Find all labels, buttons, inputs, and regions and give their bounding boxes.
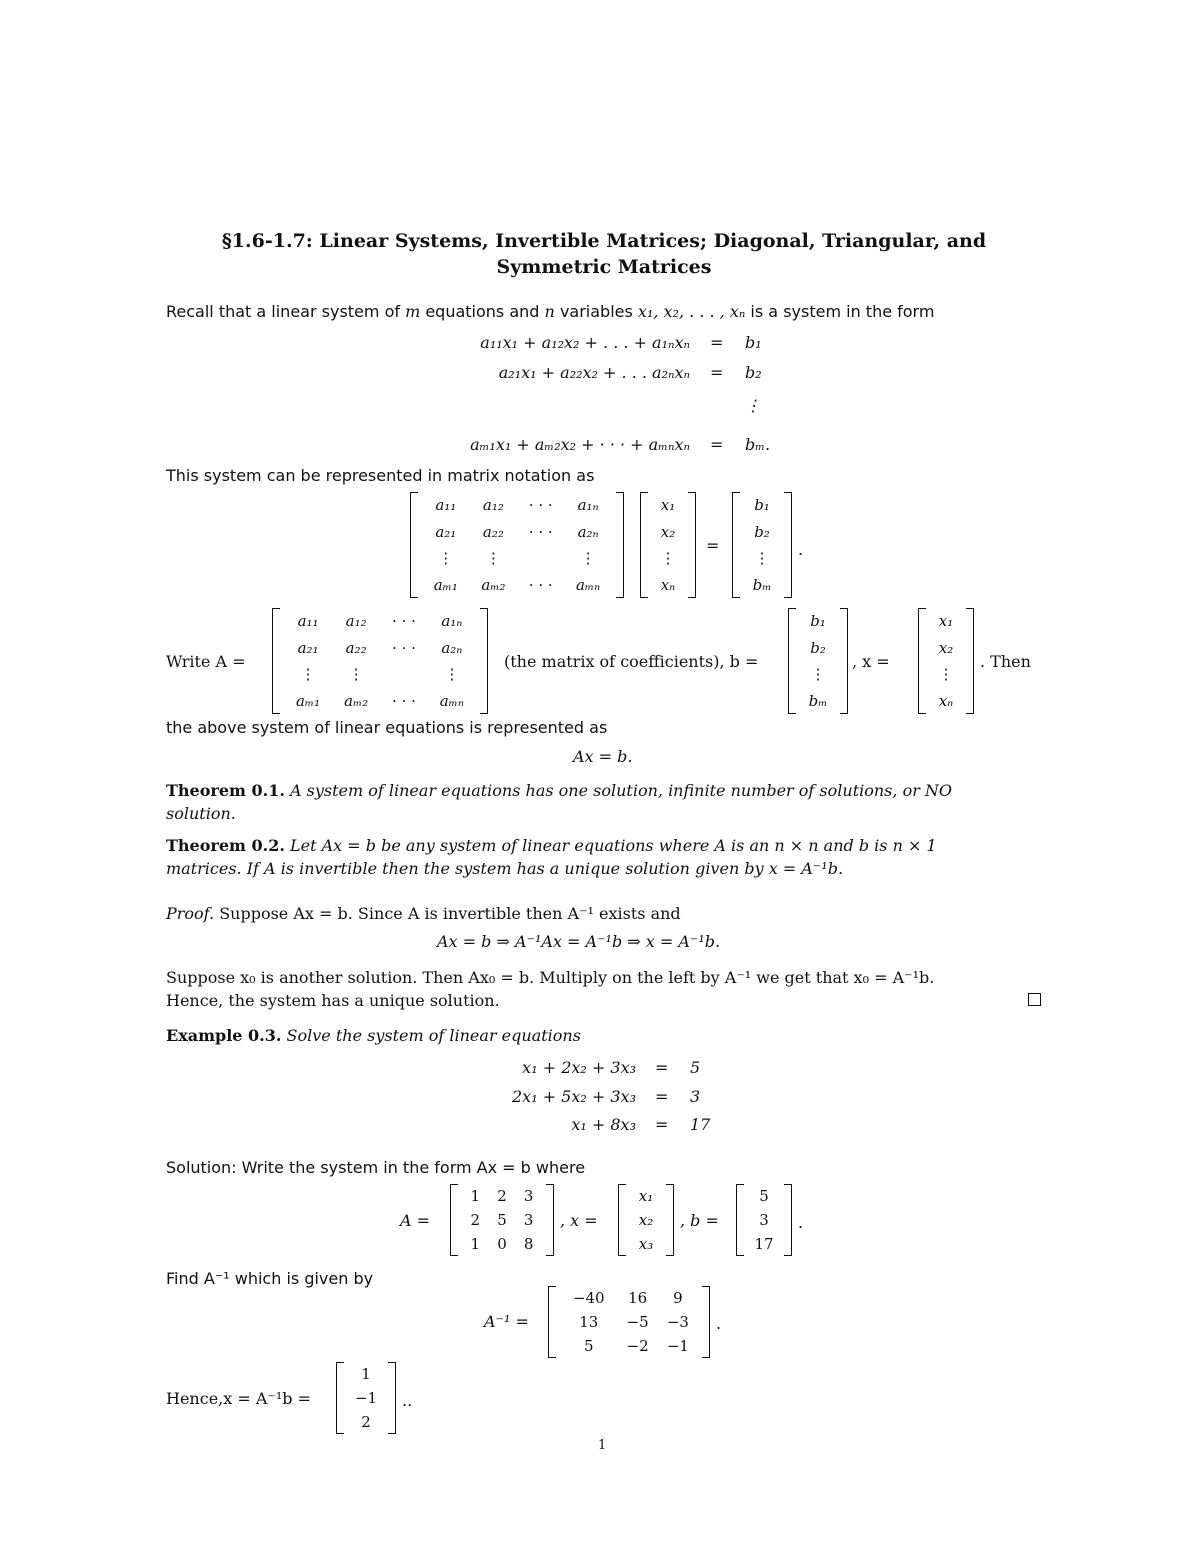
example-A-label: A = xyxy=(400,1211,431,1230)
x-label: , x = xyxy=(852,652,890,671)
example-body: Solve the system of linear equations xyxy=(281,1026,581,1045)
theorem-0-2-body-2: matrices. If A is invertible then the system has a unique solution given by x = A⁻¹b. xyxy=(166,859,844,878)
example-row-3-rhs: 17 xyxy=(690,1115,711,1134)
represented-text: the above system of linear equations is represented as xyxy=(166,718,608,737)
proof-line-4: Hence, the system has a unique solution. xyxy=(166,991,500,1010)
example-row-1-lhs: x₁ + 2x₂ + 3x₃ xyxy=(522,1058,636,1077)
theorem-0-2-head: Theorem 0.2. xyxy=(166,836,285,855)
proof-head: Proof. xyxy=(166,904,215,923)
coefficient-matrix-display: a₁₁ a₁₂ · · · a₁ₙ a₂₁ a₂₂ · · · a₂ₙ ⋮ ⋮ ⋮ aₘ₁ aₘ₂ · · · aₘₙ xyxy=(410,492,624,598)
solution-text: Solution: Write the system in the form Ax = b where xyxy=(166,1158,586,1177)
then-text: . Then xyxy=(980,652,1031,671)
example-period: . xyxy=(798,1213,804,1232)
intro-text-a: Recall that a linear system of xyxy=(166,302,406,321)
theorem-0-1-body-2: solution. xyxy=(166,804,236,823)
result-period: .. xyxy=(402,1391,413,1410)
example-row-2-rhs: 3 xyxy=(690,1087,701,1106)
system-row-2-eq: = xyxy=(710,363,724,382)
title-line-2: Symmetric Matrices xyxy=(496,256,712,278)
example-b-label: , b = xyxy=(680,1211,719,1230)
example-matrix-A: 1 2 3 2 5 3 1 0 8 xyxy=(450,1184,554,1256)
theorem-0-1-head: Theorem 0.1. xyxy=(166,781,285,800)
example-x-label: , x = xyxy=(560,1211,598,1230)
system-row-1-lhs: a₁₁x₁ + a₁₂x₂ + . . . + a₁ₙxₙ xyxy=(480,333,690,352)
theorem-0-2-body: Let Ax = b be any system of linear equations where A is an n × n and b is n × 1 xyxy=(284,836,937,855)
example-row-1-eq: = xyxy=(655,1058,669,1077)
title-line-1: §1.6-1.7: Linear Systems, Invertible Matrices; Diagonal, Triangular, and xyxy=(221,230,987,252)
intro-m: m xyxy=(405,302,421,321)
vector-b-general: b₁ b₂ ⋮ bₘ xyxy=(788,608,848,714)
proof-line-1 xyxy=(166,902,681,925)
intro-n: n xyxy=(544,302,555,321)
example-row-3-lhs: x₁ + 8x₃ xyxy=(571,1115,636,1134)
result-vector: 1 −1 2 xyxy=(336,1362,396,1434)
system-row-1-eq: = xyxy=(710,333,724,352)
variable-vector-display: x₁ x₂ ⋮ xₙ xyxy=(640,492,696,598)
proof-body: Suppose Ax = b. Since A is invertible then A⁻¹ exists and xyxy=(214,904,681,923)
matrix-A-general: a₁₁ a₁₂ · · · a₁ₙ a₂₁ a₂₂ · · · a₂ₙ ⋮ ⋮ ⋮ aₘ₁ aₘ₂ · · · aₘₙ xyxy=(272,608,488,714)
write-A-label: Write A = xyxy=(166,652,246,671)
matrix-equals: = xyxy=(706,536,720,555)
theorem-0-1-body: A system of linear equations has one solution, infinite number of solutions, or NO xyxy=(284,781,953,800)
example-row-2-eq: = xyxy=(655,1087,669,1106)
system-row-m-lhs: aₘ₁x₁ + aₘ₂x₂ + · · · + aₘₙxₙ xyxy=(470,435,690,454)
page-title xyxy=(166,228,1042,280)
system-row-1-rhs: b₁ xyxy=(745,333,762,352)
page-number: 1 xyxy=(598,1438,607,1453)
matrix-equation-period: . xyxy=(798,540,804,559)
system-vdots: ⋮ xyxy=(745,396,761,415)
inverse-matrix: −40 16 9 13 −5 −3 5 −2 −1 xyxy=(548,1286,710,1358)
example-vector-x: x₁ x₂ x₃ xyxy=(618,1184,674,1256)
example-0-3 xyxy=(166,1024,581,1047)
example-row-3-eq: = xyxy=(655,1115,669,1134)
ax-equals-b: Ax = b. xyxy=(573,747,633,766)
intro-text-b: equations and xyxy=(420,302,545,321)
hence-label: Hence,x = A⁻¹b = xyxy=(166,1389,311,1408)
theorem-0-1 xyxy=(166,779,1042,825)
intro-vars: x₁, x₂, . . . , xₙ xyxy=(637,302,746,321)
intro-paragraph xyxy=(166,300,934,323)
intro-text-c: variables xyxy=(554,302,638,321)
intro-text-d: is a system in the form xyxy=(745,302,935,321)
system-row-m-eq: = xyxy=(710,435,724,454)
constant-vector-display: b₁ b₂ ⋮ bₘ xyxy=(732,492,792,598)
system-row-m-rhs: bₘ. xyxy=(745,435,771,454)
qed-square-icon xyxy=(1028,993,1041,1006)
system-row-2-lhs: a₂₁x₁ + a₂₂x₂ + . . . a₂ₙxₙ xyxy=(498,363,690,382)
system-row-2-rhs: b₂ xyxy=(745,363,762,382)
example-vector-b: 5 3 17 xyxy=(736,1184,792,1256)
theorem-0-2 xyxy=(166,834,1042,880)
example-row-2-lhs: 2x₁ + 5x₂ + 3x₃ xyxy=(511,1087,636,1106)
example-head: Example 0.3. xyxy=(166,1026,282,1045)
find-inverse-text: Find A⁻¹ which is given by xyxy=(166,1269,374,1288)
matrix-notation-text: This system can be represented in matrix notation as xyxy=(166,466,595,485)
vector-x-general: x₁ x₂ ⋮ xₙ xyxy=(918,608,974,714)
inverse-label: A⁻¹ = xyxy=(484,1312,529,1331)
proof-line-3: Suppose x₀ is another solution. Then Ax₀ = b. Multiply on the left by A⁻¹ we get that x₀ = A⁻¹b. xyxy=(166,968,935,987)
proof-equation: Ax = b ⇒ A⁻¹Ax = A⁻¹b ⇒ x = A⁻¹b. xyxy=(437,932,721,951)
example-row-1-rhs: 5 xyxy=(690,1058,701,1077)
inverse-period: . xyxy=(716,1314,722,1333)
coefficients-text: (the matrix of coefficients), b = xyxy=(504,652,759,671)
